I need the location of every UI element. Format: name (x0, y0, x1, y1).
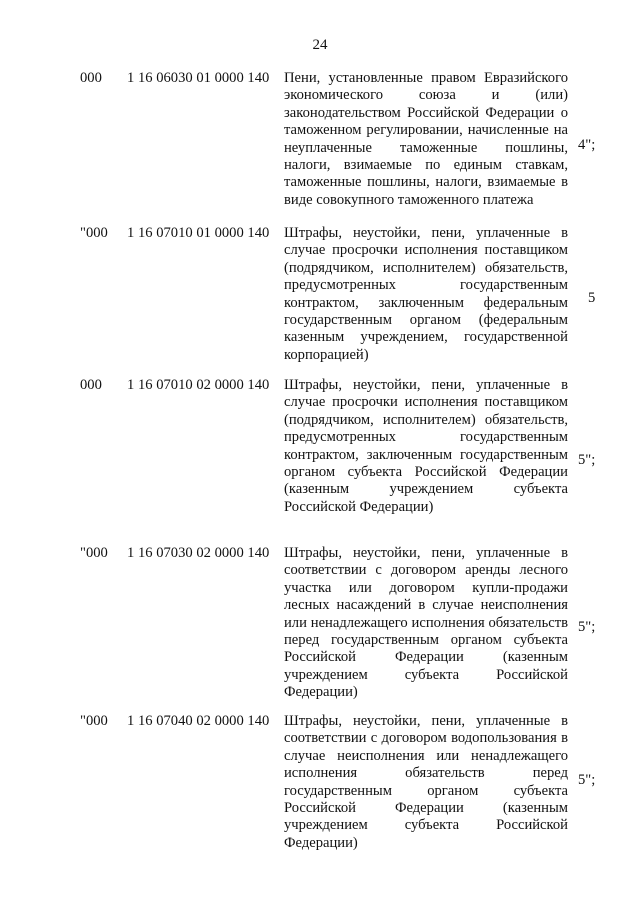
admin-code: "000 (80, 713, 108, 729)
budget-code-entry (0, 545, 640, 705)
norm-value: 5"; (578, 619, 596, 635)
admin-code: 000 (80, 70, 102, 86)
admin-code: "000 (80, 225, 108, 241)
kbk-code: 1 16 07010 01 0000 140 (127, 225, 270, 241)
income-description: Штрафы, неустойки, пени, уплаченные в соответствии с договором аренды лесного участка или договором купли-продажи лесных насаждений в случае неисполнения или ненадлежащего исполнения обязательств перед государственным органом субъекта Российской Федерации (казенным учреждением субъекта Российской Федерации) (284, 545, 568, 701)
admin-code: 000 (80, 377, 102, 393)
income-description: Штрафы, неустойки, пени, уплаченные в случае просрочки исполнения поставщиком (подрядчиком, исполнителем) обязательств, предусмотренных государственным контрактом, заключенным федеральным государственным органом (федеральным казенным учреждением, государственной корпорацией) (284, 225, 568, 363)
income-description: Пени, установленные правом Евразийского экономического союза и (или) законодательством Российской Федерации о таможенном регулировании, начисленные на неуплаченные таможенные пошлины, налоги, взимаемые по единым ставкам, таможенные пошлины, налоги, взимаемые в виде совокупного таможенного платежа (284, 70, 568, 208)
budget-code-entry (0, 225, 640, 370)
income-description: Штрафы, неустойки, пени, уплаченные в случае просрочки исполнения поставщиком (подрядчиком, исполнителем) обязательств, предусмотренных государственным контрактом, заключенным государственным органом субъекта Российской Федерации (казенным учреждением субъекта Российской Федерации) (284, 377, 568, 515)
norm-value: 5 (588, 290, 596, 306)
kbk-code: 1 16 07030 02 0000 140 (127, 545, 270, 561)
income-description: Штрафы, неустойки, пени, уплаченные в соответствии с договором водопользования в случае неисполнения или ненадлежащего исполнения обязательств перед государственным органом субъекта Российской Федерации (казенным учреждением субъекта Российской Федерации) (284, 713, 568, 851)
norm-value: 4"; (578, 137, 596, 153)
admin-code: "000 (80, 545, 108, 561)
budget-code-entry (0, 70, 640, 215)
page-number: 24 (312, 37, 328, 53)
budget-code-entry (0, 377, 640, 537)
budget-code-entry (0, 713, 640, 858)
kbk-code: 1 16 07010 02 0000 140 (127, 377, 270, 393)
norm-value: 5"; (578, 452, 596, 468)
kbk-code: 1 16 07040 02 0000 140 (127, 713, 270, 729)
kbk-code: 1 16 06030 01 0000 140 (127, 70, 270, 86)
norm-value: 5"; (578, 772, 596, 788)
